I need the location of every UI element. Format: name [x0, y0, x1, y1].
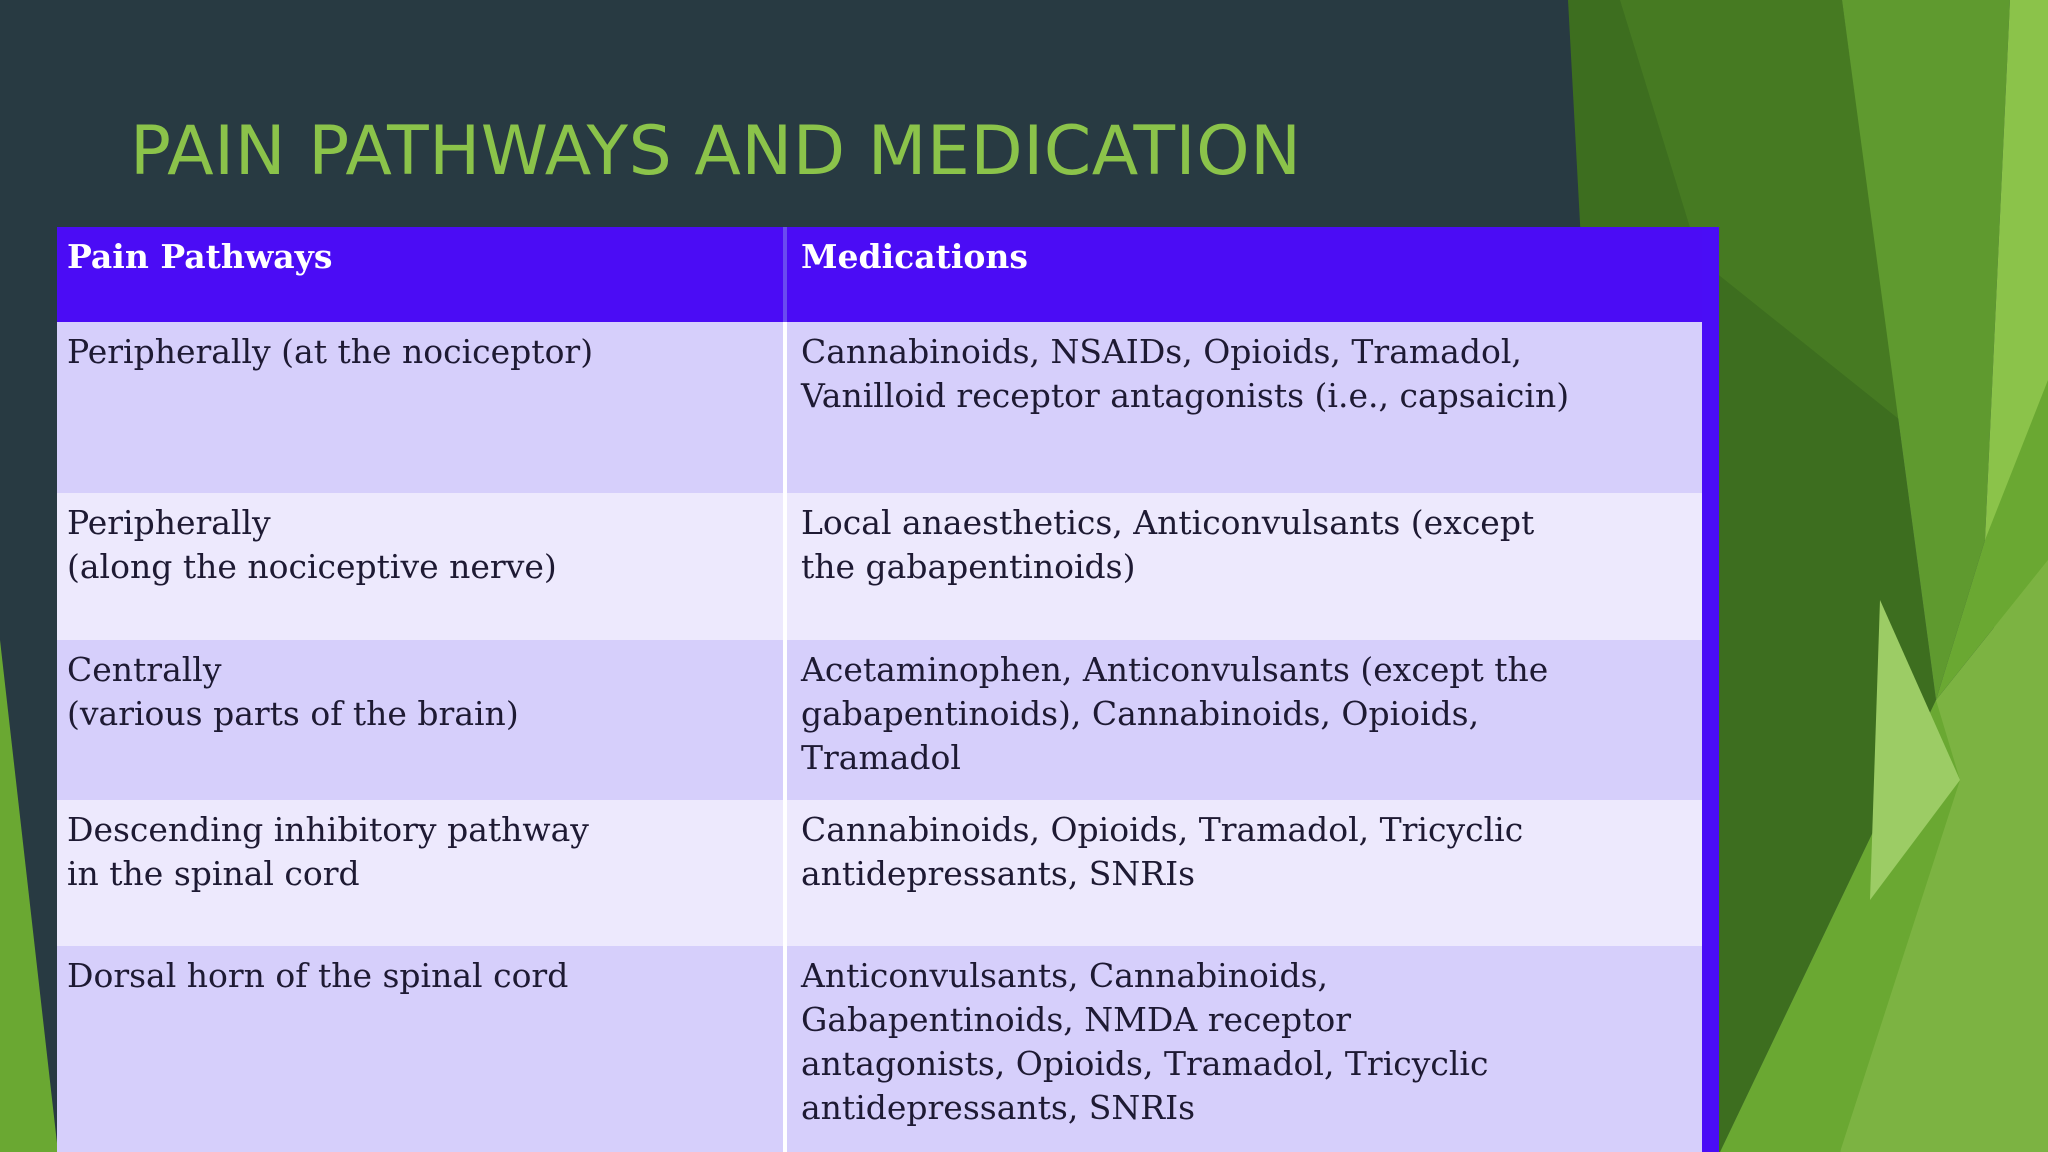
medications-line: Tramadol: [801, 738, 961, 777]
medications-line: Acetaminophen, Anticonvulsants (except the: [801, 650, 1549, 689]
medications-cell: [785, 493, 1702, 640]
medications-cell: [785, 800, 1702, 946]
medications-line: Cannabinoids, Opioids, Tramadol, Tricyclic: [801, 810, 1524, 849]
table-row: [57, 493, 1702, 640]
pathway-cell: [57, 493, 785, 640]
pathway-line: in the spinal cord: [67, 854, 360, 893]
pathway-cell: [57, 946, 785, 1152]
pain-pathways-table-container: [57, 227, 1719, 1152]
medications-cell: [785, 640, 1702, 800]
table-row: [57, 322, 1702, 493]
medications-cell: [785, 322, 1702, 493]
medications-line: Gabapentinoids, NMDA receptor: [801, 1000, 1352, 1039]
medications-line: Vanilloid receptor antagonists (i.e., capsaicin): [801, 376, 1570, 415]
medications-line: antagonists, Opioids, Tramadol, Tricyclic: [801, 1044, 1489, 1083]
pathway-line: Peripherally (at the nociceptor): [67, 332, 594, 371]
medications-line: Cannabinoids, NSAIDs, Opioids, Tramadol,: [801, 332, 1522, 371]
pathway-line: (various parts of the brain): [67, 694, 519, 733]
pathway-line: Centrally: [67, 650, 222, 689]
pathway-line: Descending inhibitory pathway: [67, 810, 589, 849]
pathway-line: Peripherally: [67, 503, 271, 542]
medications-line: Local anaesthetics, Anticonvulsants (except: [801, 503, 1535, 542]
table-header-row: [57, 227, 1702, 322]
pathway-cell: [57, 640, 785, 800]
medications-line: antidepressants, SNRIs: [801, 854, 1196, 893]
medications-line: Anticonvulsants, Cannabinoids,: [801, 956, 1329, 995]
medications-line: gabapentinoids), Cannabinoids, Opioids,: [801, 694, 1480, 733]
pathway-cell: [57, 322, 785, 493]
header-medications: Medications: [785, 227, 1702, 322]
medications-cell: [785, 946, 1702, 1152]
pathway-cell: [57, 800, 785, 946]
table-row: [57, 640, 1702, 800]
table-row: [57, 800, 1702, 946]
pain-pathways-table: [57, 227, 1702, 1152]
slide-title: PAIN PATHWAYS AND MEDICATION: [130, 112, 1302, 191]
header-pain-pathways: Pain Pathways: [57, 227, 785, 322]
pathway-line: Dorsal horn of the spinal cord: [67, 956, 569, 995]
medications-line: the gabapentinoids): [801, 547, 1136, 586]
medications-line: antidepressants, SNRIs: [801, 1088, 1196, 1127]
table-row: [57, 946, 1702, 1152]
pathway-line: (along the nociceptive nerve): [67, 547, 557, 586]
